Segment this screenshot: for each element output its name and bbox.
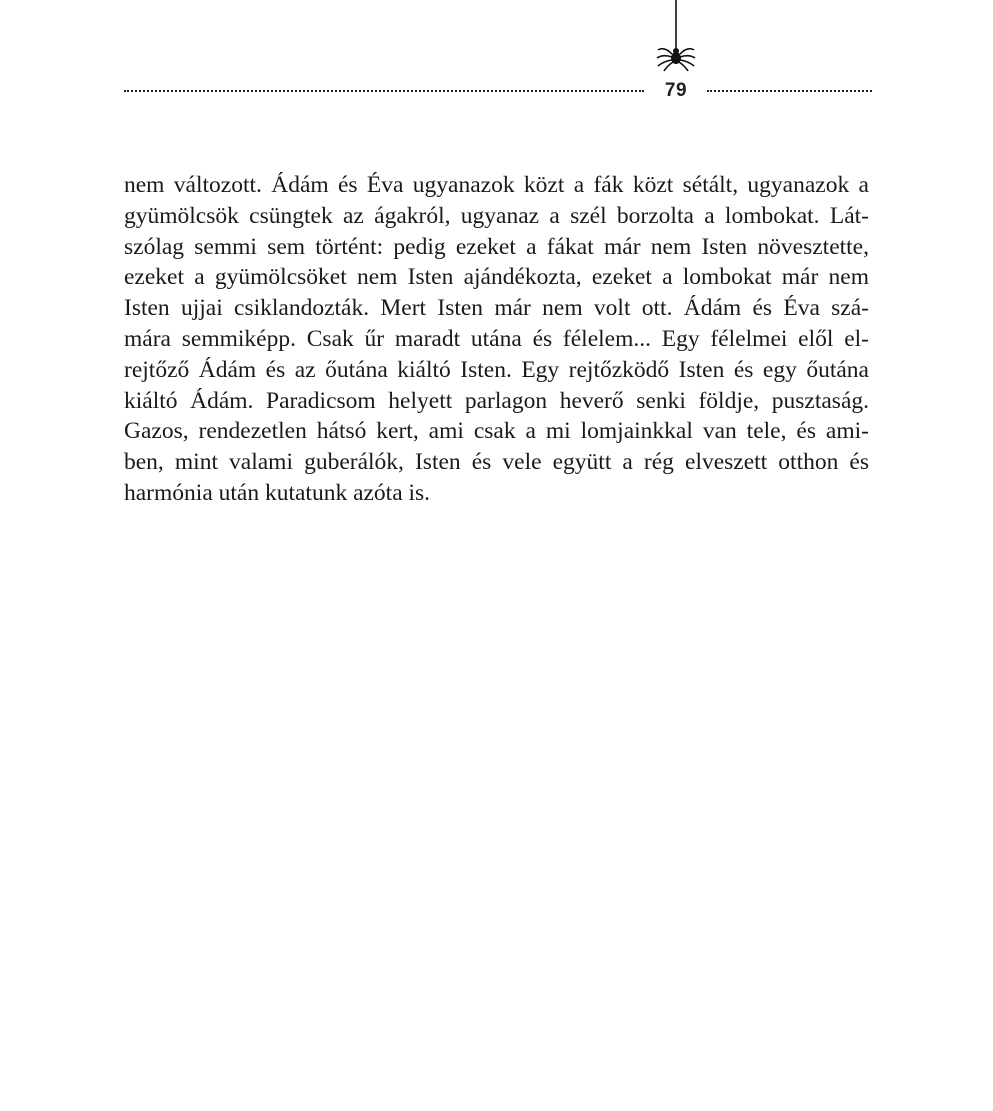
body-paragraph	[124, 170, 869, 509]
page-header	[0, 0, 993, 110]
header-dotted-rule-left	[124, 90, 644, 92]
text-line: rejtőző Ádám és az őutána kiáltó Isten. Egy rejtőzködő Isten és egy őutána	[124, 356, 869, 383]
text-line: harmónia után kutatunk azóta is.	[124, 479, 431, 506]
text-line: szólag semmi sem történt: pedig ezeket a fákat már nem Isten növesztette,	[124, 233, 869, 260]
text-line: Gazos, rendezetlen hátsó kert, ami csak a mi lomjainkkal van tele, és ami-	[124, 418, 869, 445]
text-line: ben, mint valami guberálók, Isten és vele együtt a rég elveszett otthon és	[124, 449, 869, 476]
text-line: kiáltó Ádám. Paradicsom helyett parlagon heverő senki földje, pusztaság.	[124, 387, 869, 414]
text-line: gyümölcsök csüngtek az ágakról, ugyanaz a szél borzolta a lombokat. Lát-	[124, 202, 869, 229]
page-number: 79	[664, 80, 688, 101]
text-line: nem változott. Ádám és Éva ugyanazok közt a fák közt sétált, ugyanazok a	[124, 172, 869, 198]
text-line: ezeket a gyümölcsöket nem Isten ajándékozta, ezeket a lombokat már nem	[124, 264, 869, 291]
text-line: Isten ujjai csiklandozták. Mert Isten már nem volt ott. Ádám és Éva szá-	[124, 295, 869, 322]
hanging-spider-icon	[652, 0, 700, 74]
header-dotted-rule-right	[707, 90, 872, 92]
text-line: mára semmiképp. Csak űr maradt utána és félelem... Egy félelmei elől el-	[124, 325, 869, 352]
